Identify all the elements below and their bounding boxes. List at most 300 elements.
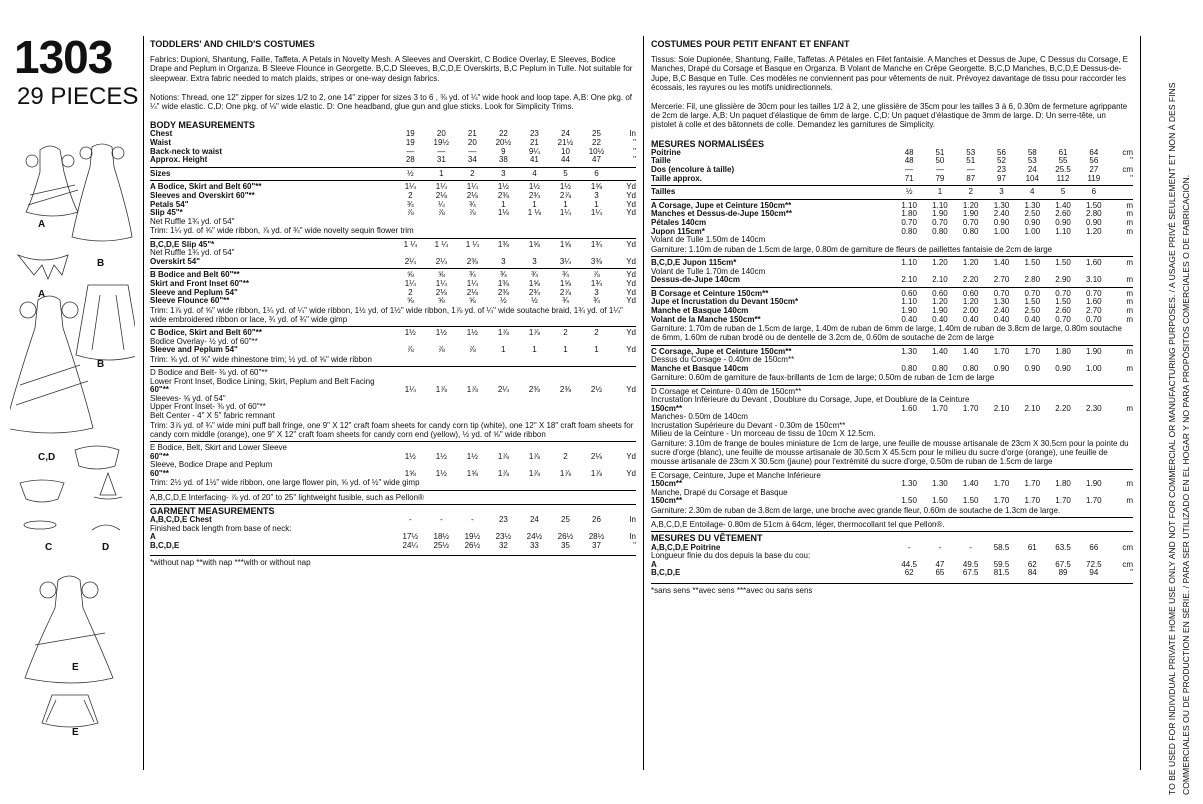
yardage-block [651, 469, 1133, 516]
size-value: 6 [1091, 187, 1097, 197]
unit: Yd [626, 190, 636, 200]
table-row [651, 365, 1133, 374]
cell-value: 3¼ [559, 256, 572, 266]
size-value: 3 [999, 187, 1004, 197]
cell-value: ½ [500, 296, 507, 306]
cell-value: 61 [1027, 542, 1037, 552]
unit: cm [1122, 542, 1133, 552]
cell-value: 2.10 [993, 403, 1010, 413]
unit: " [633, 138, 636, 148]
cell-value: 21 [467, 129, 477, 139]
unit: Yd [626, 199, 636, 209]
cell-value: 31 [436, 155, 446, 165]
cell-value: 66 [1089, 542, 1099, 552]
cell-value: ⅞ [437, 208, 445, 218]
sketch-a-front [26, 146, 78, 216]
figure-label: B [97, 258, 105, 269]
yardage-table [150, 444, 636, 478]
cell-value: 2¼ [497, 385, 509, 395]
yardage-table [651, 348, 1133, 374]
cell-value: 1.70 [993, 479, 1010, 489]
figure-label: A [38, 219, 46, 230]
cell-value: 47 [935, 559, 945, 569]
cell-value: 1½ [435, 468, 447, 478]
sizes-label: Tailles [651, 188, 676, 197]
cell-value: 0.80 [901, 226, 917, 236]
cell-value: 1 [501, 345, 506, 355]
cell-value: ⅝ [437, 270, 445, 280]
table-row [150, 346, 636, 355]
row-label: Milieu de la Ceinture - Un morceau de tissu de 10cm X 12.5cm. [651, 429, 876, 439]
row-label: Belt Center - 4" X 5" fabric remnant [150, 411, 275, 421]
cell-value: — [966, 165, 975, 175]
cell-value: 1.90 [901, 305, 917, 315]
cell-value: 28½ [588, 532, 605, 542]
row-label: Net Ruffle 1¾ yd. of 54" [150, 248, 235, 258]
cell-value: 94 [1089, 568, 1099, 578]
sizes-label: Sizes [150, 169, 171, 178]
row-label: Jupe et Incrustation du Devant 150cm* [651, 298, 799, 307]
cell-value: 1.50 [932, 496, 948, 506]
cell-value: 1.00 [993, 226, 1010, 236]
cell-value: 0.90 [1055, 363, 1071, 373]
cell-value: 25.5 [1055, 165, 1071, 175]
cell-value: 0.60 [932, 288, 948, 298]
cell-value: 0.80 [932, 226, 948, 236]
cell-value: 21 [529, 138, 539, 148]
yardage-table [150, 369, 636, 421]
cell-value: 1½ [435, 451, 447, 461]
cell-value: 0.40 [901, 314, 917, 324]
cell-value: 0.80 [962, 226, 979, 236]
cell-value: 2.50 [1024, 209, 1041, 219]
cell-value: 1.00 [1024, 226, 1041, 236]
cell-value: 1½ [404, 451, 416, 461]
row-label: Upper Front Inset- ⅜ yd. of 60"** [150, 402, 266, 412]
cell-value: 53 [1027, 156, 1037, 166]
cell-value: 1.80 [901, 209, 917, 219]
row-label: E Corsage, Ceinture, Jupe et Manche Inférieure [651, 470, 821, 480]
table-row [150, 156, 636, 165]
cell-value: 1⅝ [466, 468, 478, 478]
cell-value: 0.40 [962, 314, 979, 324]
row-label: Volant de la Manche 150cm** [651, 315, 761, 324]
cell-value: ¾ [469, 270, 476, 280]
cell-value: 0.40 [993, 314, 1010, 324]
sketch-b-back [72, 144, 132, 241]
cell-value: 0.90 [1055, 217, 1071, 227]
cell-value: 2⅛ [466, 287, 478, 297]
sketch-a-petals [18, 255, 68, 279]
row-label: Sleeve, Bodice Drape and Peplum [150, 460, 273, 470]
cell-value: 0.40 [932, 314, 948, 324]
row-label: Pétales 140cm [651, 218, 707, 227]
row-label: Poitrine [651, 148, 681, 157]
figure-label: D [102, 542, 110, 553]
french-column [651, 40, 1133, 595]
sizes-row [150, 170, 636, 179]
row-label: Taille [651, 157, 671, 166]
cell-value: 1.70 [1024, 479, 1041, 489]
cell-value: 0.90 [1024, 363, 1041, 373]
cell-value: 9 [501, 146, 506, 156]
yardage-block [150, 366, 636, 439]
cell-value: 1.70 [993, 346, 1010, 356]
trim-note: Garniture: 1.10m de ruban de 1.5cm de large, 0.80m de garniture de fleurs de paillettes fantaisie de 2cm de large [651, 244, 1053, 254]
unit: Yd [626, 385, 636, 395]
legal-line-2: COMMERCIALES OU DE PRODUCTION EN SÉRIE. / PARA SER UTILIZADO EN EL HOGAR Y NO PARA PROPÓSITOS COMERCIALES O DE FABRICACIÓN. [1181, 174, 1191, 795]
trim-note: Trim: 2½ yd. of 1½" wide ribbon, one large flower pin, ⅝ yd. of ½" wide gimp [150, 478, 420, 488]
unit: m [1126, 403, 1133, 413]
row-label: Sleeve and Peplum 54" [150, 288, 238, 297]
cell-value: 1.40 [1055, 200, 1071, 210]
yardage-block [651, 345, 1133, 383]
unit: m [1126, 305, 1133, 315]
yardage-block [150, 441, 636, 488]
row-label: Manche, Drapé du Corsage et Basque [651, 487, 788, 497]
cell-value: 3 [501, 256, 506, 266]
size-value: 4 [532, 168, 537, 178]
cell-value: 2⅜ [497, 287, 509, 297]
cell-value: — [406, 146, 415, 156]
cell-value: 1 ¼ [434, 239, 448, 249]
cell-value: — [468, 146, 477, 156]
size-value: 1 [439, 168, 444, 178]
cell-value: 2 [408, 287, 413, 297]
cell-value: 25 [561, 515, 570, 525]
cell-value: ¾ [406, 199, 414, 209]
cell-value: 0.70 [1055, 288, 1071, 298]
row-label: A,B,C,D,E Chest [150, 516, 212, 525]
cell-value: 1⅛ [497, 208, 509, 218]
unit: m [1126, 363, 1133, 373]
cell-value: 2.80 [1086, 209, 1102, 219]
cell-value: 1.10 [1055, 226, 1071, 236]
cell-value: 1⅞ [497, 468, 509, 478]
cell-value: 0.70 [1024, 288, 1041, 298]
cell-value: 2 [594, 328, 599, 338]
cell-value: 19½ [464, 532, 481, 542]
cell-value: 1.70 [1024, 496, 1041, 506]
cell-value: 89 [1058, 568, 1068, 578]
cell-value: 1 [501, 199, 506, 209]
cell-value: 62 [1027, 559, 1037, 569]
yardage-block [150, 180, 636, 235]
cell-value: 1⅞ [466, 385, 478, 395]
cell-value: 2⅜ [528, 385, 540, 395]
cell-value: 2.20 [1055, 403, 1071, 413]
cell-value: 1.90 [1086, 346, 1102, 356]
cell-value: 2.10 [1024, 403, 1041, 413]
cell-value: 119 [1087, 173, 1101, 183]
cell-value: 1.50 [1024, 257, 1041, 267]
cell-value: 2½ [590, 385, 603, 395]
cell-value: ¾ [562, 270, 569, 280]
cell-value: 56 [1089, 156, 1099, 166]
unit: " [1130, 156, 1133, 166]
table-row [651, 316, 1133, 325]
cell-value: 0.90 [1024, 217, 1041, 227]
cell-value: 25 [592, 129, 601, 139]
yardage-blocks [651, 199, 1133, 515]
row-label: Slip 45"* [150, 209, 183, 218]
table-row [651, 430, 1133, 439]
cell-value: 48 [904, 147, 914, 157]
row-label: Waist [150, 139, 172, 148]
cell-value: 1.30 [993, 297, 1010, 307]
size-value: 2 [470, 168, 475, 178]
unit: m [1126, 314, 1133, 324]
cell-value: 44 [561, 155, 570, 165]
cell-value: 0.70 [1086, 314, 1102, 324]
cell-value: 1⅜ [497, 278, 509, 288]
cell-value: 35 [561, 540, 570, 550]
cell-value: 1.20 [932, 257, 948, 267]
trim-note: Trim: 3⅞ yd. of ¾" wide mini puff ball fringe, one 9" X 12" craft foam sheets for candy corn tip (white), one 12" X 18" craft foam sheets for candy corn middle (orange), one 9" X 12" craft foam sheets for candy corn end (yellow), ½ yd. of ⅝" wide ribbon [150, 420, 634, 439]
cell-value: 2⅞ [559, 287, 572, 297]
cell-value: 2.10 [932, 275, 948, 285]
cell-value: 59.5 [993, 559, 1010, 569]
cell-value: ⅞ [593, 270, 600, 280]
cell-value: 1.30 [901, 479, 917, 489]
cell-value: 58 [1027, 147, 1037, 157]
row-label: Overskirt 54" [150, 257, 201, 266]
cell-value: 1½ [435, 328, 447, 338]
unit: Yd [626, 278, 636, 288]
row-label: 60"** [150, 469, 169, 478]
row-label: C Corsage, Jupe et Ceinture 150cm** [651, 347, 792, 356]
cell-value: 2.10 [901, 275, 917, 285]
cell-value: 1.20 [962, 257, 979, 267]
cell-value: ¼ [437, 199, 445, 209]
unit: Yd [626, 328, 636, 338]
cell-value: 3 [594, 287, 599, 297]
row-label: Manche et Basque 140cm [651, 364, 749, 373]
cell-value: 48 [904, 156, 914, 166]
cell-value: 1.50 [1055, 257, 1071, 267]
cell-value: 2.70 [993, 275, 1010, 285]
cell-value: 1.30 [901, 346, 917, 356]
cell-value: 81.5 [993, 568, 1010, 578]
cell-value: 71 [904, 173, 914, 183]
interfacing-text: A,B,C,D,E Entoilage- 0.80m de 51cm à 64cm, léger, thermocollant tel que Pellon®. [651, 517, 1133, 529]
cell-value: ¾ [500, 270, 507, 280]
cell-value: ¾ [531, 270, 538, 280]
cell-value: 34 [467, 155, 477, 165]
sizes-row [651, 188, 1133, 197]
row-label: Manche et Basque 140cm [651, 306, 749, 315]
cell-value: 1½ [559, 182, 572, 192]
cell-value: 3⅜ [590, 256, 603, 266]
size-value: 5 [1060, 187, 1066, 197]
cell-value: 1.70 [962, 403, 979, 413]
table-row [150, 542, 636, 551]
cell-value: 1¼ [404, 385, 416, 395]
size-value: ½ [905, 187, 913, 197]
yardage-blocks [150, 180, 636, 487]
cell-value: 97 [997, 173, 1006, 183]
cell-value: 1½ [466, 328, 478, 338]
cell-value: 24 [529, 515, 539, 525]
cell-value: 1 ¼ [465, 239, 480, 249]
cell-value: 61 [1058, 147, 1068, 157]
trim-note: Garniture: 2.30m de ruban de 3.8cm de large, une broche avec grande fleur, 0.60m de soutache de 1.3cm de large. [651, 506, 1061, 516]
legal-side-text [1161, 20, 1197, 800]
cell-value: 0.90 [1086, 217, 1102, 227]
legal-line-1: TO BE USED FOR INDIVIDUAL PRIVATE HOME USE ONLY AND NOT FOR COMMERCIAL OR MANUFACTURING PURPOSES. / A USAGE PRIVÉ SEULEMENT ET NON À DES FINS [1167, 82, 1177, 795]
cell-value: - [408, 515, 412, 525]
cell-value: 1¾ [590, 278, 603, 288]
trim-note: Garniture: 0.60m de garniture de faux-brillants de 1cm de large; 0.50m de ruban de 1cm de large [651, 373, 995, 383]
row-label: B,C,D,E [651, 569, 681, 578]
cell-value: 1.80 [1055, 346, 1071, 356]
row-label: Volant de Tulle 1.50m de 140cm [651, 235, 766, 245]
cell-value: 1 [594, 199, 599, 209]
cell-value: 1.60 [901, 403, 917, 413]
garment-measurements-table [651, 544, 1133, 578]
figure-label: E [72, 727, 79, 738]
cell-value: 1.70 [932, 403, 948, 413]
cell-value: 32 [498, 540, 508, 550]
unit: Yd [626, 239, 636, 249]
cell-value: 2⅜ [466, 256, 478, 266]
size-value: 5 [563, 168, 568, 178]
cell-value: 2¼ [404, 256, 416, 266]
row-label: E Bodice, Belt, Skirt and Lower Sleeve [150, 443, 287, 453]
unit: m [1126, 275, 1133, 285]
english-column [150, 40, 636, 568]
row-label: Sleeves and Overskirt 60"** [150, 191, 255, 200]
size-value: 6 [594, 168, 599, 178]
cell-value: 87 [966, 173, 976, 183]
cell-value: 1.70 [1024, 346, 1041, 356]
row-label: D Corsage et Ceinture- 0.40m de 150cm** [651, 386, 802, 396]
cell-value: 1.20 [962, 200, 979, 210]
row-label: 150cm** [651, 480, 683, 489]
cell-value: 1¼ [466, 182, 478, 192]
unit: m [1126, 257, 1133, 267]
row-label: Skirt and Front Inset 60"** [150, 279, 249, 288]
trim-note: Garniture: 1.70m de ruban de 1.5cm de large, 1.40m de ruban de 6mm de large, 1.40m de ruban de 3.8cm de large, 0.80m soutache de 6mm, 1.60m de ruban brodé ou de dentelle de 3.2cm de, 0.60m de soutache de 2cm de large [651, 324, 1122, 343]
garment-measurements-title: MESURES DU VÊTEMENT [651, 531, 1133, 543]
cell-value: 1⅞ [559, 468, 572, 478]
cell-value: 1.40 [962, 346, 979, 356]
cell-value: 62 [904, 568, 914, 578]
cell-value: 25½ [433, 540, 450, 550]
cell-value: 0.80 [901, 363, 917, 373]
cell-value: ⅞ [437, 345, 445, 355]
size-value: ½ [406, 168, 414, 178]
notions-text: Notions: Thread, one 12" zipper for sizes 1/2 to 2, one 14" zipper for sizes 3 to 6 , ⅜ yd. of ¼" wide hook and loop tape. A,B: One pkg. of ¼" wide elastic. C,D: One pkg. of ⅛" wide elastic. D: One headband, glue gun and glue sticks. Look for Simplicity Trims. [150, 92, 632, 112]
cell-value: 2 [563, 451, 568, 461]
cell-value: 1⅝ [559, 239, 572, 249]
cell-value: 1.10 [901, 200, 917, 210]
cell-value: 1¼ [404, 182, 416, 192]
pattern-number: 1303 [14, 31, 113, 83]
unit: m [1126, 209, 1133, 219]
row-label: C Bodice, Skirt and Belt 60"** [150, 329, 262, 338]
unit: m [1126, 496, 1133, 506]
cell-value: 55 [1058, 156, 1068, 166]
cell-value: 51 [966, 156, 976, 166]
cell-value: 2.40 [993, 305, 1010, 315]
cell-value: ⅞ [406, 208, 414, 218]
trim-note: Trim: 1¼ yd. of ⅝" wide ribbon, ⅞ yd. of ¾" wide novelty sequin flower trim [150, 226, 414, 236]
cell-value: - [439, 515, 443, 525]
cell-value: 1.50 [1024, 297, 1041, 307]
cell-value: 1⅞ [528, 451, 540, 461]
cell-value: 2.30 [1086, 403, 1102, 413]
unit: Yd [626, 287, 636, 297]
cell-value: 47 [592, 155, 601, 165]
cell-value: 1.40 [932, 346, 948, 356]
cell-value: 1¼ [590, 208, 603, 218]
cell-value: 2⅜ [559, 385, 572, 395]
body-measurements-title: BODY MEASUREMENTS [150, 120, 255, 131]
cell-value: 3 [594, 190, 599, 200]
sketch-b-skirt [76, 285, 135, 360]
yardage-table [150, 241, 636, 267]
cell-value: 20 [467, 138, 477, 148]
cell-value: 1 [563, 345, 568, 355]
sketch-e-dress [25, 576, 113, 683]
unit: m [1126, 200, 1133, 210]
cell-value: 1 [532, 199, 537, 209]
row-label: Taille approx. [651, 174, 702, 183]
row-label: A,B,C,D,E Poitrine [651, 543, 721, 552]
row-label: Dessus du Corsage - 0.40m de 150cm** [651, 355, 795, 365]
unit: cm [1122, 147, 1133, 157]
unit: " [1130, 568, 1133, 578]
unit: Yd [626, 270, 636, 280]
cell-value: 22 [498, 129, 508, 139]
yardage-table [651, 290, 1133, 324]
cell-value: 58.5 [993, 542, 1010, 552]
pieces-count: 29 PIECES [17, 83, 139, 110]
cell-value: — [905, 165, 914, 175]
unit: m [1126, 217, 1133, 227]
row-label: Longueur finie du dos depuis la base du cou: [651, 551, 811, 561]
cell-value: 0.70 [901, 217, 917, 227]
row-label: 150cm** [651, 404, 683, 413]
cell-value: 1¼ [435, 278, 447, 288]
cell-value: 0.40 [1024, 314, 1041, 324]
row-label: Chest [150, 130, 173, 139]
cell-value: 19 [405, 129, 415, 139]
unit: In [629, 532, 636, 542]
cell-value: 53 [966, 147, 976, 157]
cell-value: 1¼ [559, 208, 572, 218]
row-label: D Bodice and Belt- ⅜ yd. of 60"** [150, 368, 268, 378]
cell-value: 0.70 [962, 217, 979, 227]
table-row [150, 258, 636, 267]
cell-value: 1⅜ [497, 239, 509, 249]
cell-value: 1½ [528, 182, 540, 192]
cell-value: 38 [498, 155, 508, 165]
table-row [651, 236, 1133, 245]
size-value: 2 [968, 187, 973, 197]
unit: In [629, 129, 636, 139]
cell-value: 20½ [495, 138, 512, 148]
table-row [150, 470, 636, 479]
cell-value: 0.90 [993, 217, 1010, 227]
row-label: Dessus-de-Jupe 140cm [651, 276, 740, 285]
cell-value: 1¼ [435, 182, 447, 192]
row-label: A [150, 533, 156, 542]
row-label: Finished back length from base of neck: [150, 523, 292, 533]
row-label: Sleeves- ⅝ yd. of 54" [150, 393, 226, 403]
yardage-block [150, 238, 636, 267]
